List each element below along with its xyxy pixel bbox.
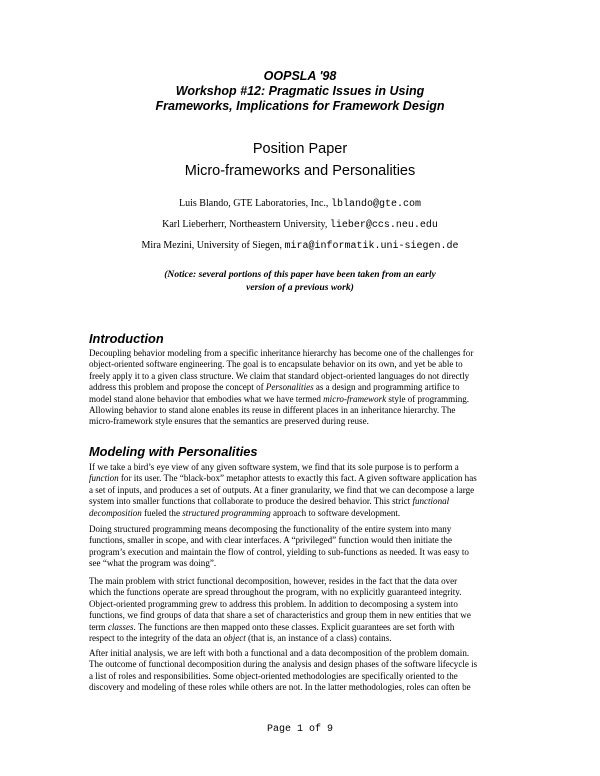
text-line: decomposition fueled the structured programming approach to software development.: [89, 507, 401, 518]
term-object: object: [223, 633, 246, 644]
page-number: Page 1 of 9: [266, 724, 333, 735]
text-line: which the functions operate are spread throughout the program, with no explicitly guaranteed integrity.: [89, 587, 462, 598]
author-name: Karl Lieberherr, Northeastern University,: [162, 219, 330, 230]
text-line: object-oriented software engineering. The goal is to encapsulate behavior on its own, and yet be able to: [89, 359, 463, 370]
text-line: After initial analysis, we are left with both a functional and a data decomposition of the problem domain.: [89, 648, 470, 658]
author-email[interactable]: lblando@gte.com: [330, 199, 421, 210]
section-heading-introduction: Introduction: [89, 331, 164, 346]
author-email[interactable]: lieber@ccs.neu.edu: [329, 220, 438, 231]
workshop-title-line-1: Workshop #12: Pragmatic Issues in Using: [175, 84, 425, 98]
modeling-paragraph-4: [89, 648, 513, 694]
text-line: see “what the program was doing”.: [89, 558, 217, 569]
author-name: Luis Blando, GTE Laboratories, Inc.,: [179, 198, 331, 209]
text-line: respect to the integrity of the data an object (that is, an instance of a class) contains.: [89, 633, 392, 644]
text-line: The outcome of functional decomposition during the analysis and design phases of the software lifecycle is: [89, 659, 478, 670]
text-line: system into smaller functions that collaborate to produce the desired behavior. This strict functional: [89, 496, 450, 507]
term-personalities: Personalities: [265, 382, 314, 393]
paper-kind: Position Paper: [252, 141, 348, 157]
text-line: model stand alone behavior that embodies what we have termed micro-framework style of programming.: [89, 393, 470, 404]
text-line: Allowing behavior to stand alone enables its reuse in different places in an inheritance hierarchy. The: [89, 405, 456, 416]
text-line: Decoupling behavior modeling from a specific inheritance hierarchy has become one of the challenges for: [89, 348, 474, 358]
text-line: If we take a bird’s eye view of any given software system, we find that its sole purpose is to perform a: [89, 462, 459, 472]
term-decomposition: decomposition: [89, 507, 142, 518]
author-line: [0, 218, 600, 232]
workshop-title-line-2: Frameworks, Implications for Framework Design: [155, 99, 445, 113]
text-line: discovery and modeling of these roles while others are not. In the latter methodologies, roles can often be: [89, 682, 471, 693]
text-line: Doing structured programming means decomposing the functionality of the entire system into many: [89, 524, 452, 534]
text-line: a set of inputs, and produces a set of outputs. At a finer granularity, we find that we can decompose a large: [89, 484, 475, 495]
modeling-paragraph-1: [89, 462, 513, 519]
text-line: term classes. The functions are then mapped onto these classes. Explicit guarantees are set forth with: [89, 621, 455, 632]
text-line: functions, we find groups of data that share a set of characteristics and group them in new entities that we: [89, 610, 471, 621]
text-line: micro-framework style ensures that the semantics are preserved during reuse.: [89, 416, 369, 427]
introduction-paragraph: [89, 348, 513, 428]
author-name: Mira Mezini, University of Siegen,: [141, 240, 285, 251]
section-heading-modeling: Modeling with Personalities: [89, 444, 258, 459]
term-function: function: [89, 473, 119, 484]
text-line: The main problem with strict functional decomposition, however, resides in the fact that the data over: [89, 576, 458, 586]
modeling-paragraph-2: [89, 524, 513, 570]
author-line: [0, 239, 600, 253]
conference-title: OOPSLA '98: [263, 69, 337, 83]
paper-title: Micro-frameworks and Personalities: [184, 163, 416, 179]
term-structured-programming: structured programming: [182, 507, 271, 518]
text-line: program’s execution and maintain the flow of control, yielding to sub-functions as needed. It was easy to: [89, 546, 469, 557]
notice-line-1: (Notice: several portions of this paper have been taken from an early: [164, 269, 436, 280]
text-line: Object-oriented programming grew to address this problem. In addition to decomposing a system into: [89, 598, 458, 609]
notice-line-2: version of a previous work): [246, 282, 354, 293]
text-line: freely apply it to a given class structure. We claim that standard object-oriented languages do not directly: [89, 370, 470, 381]
text-line: address this problem and propose the concept of Personalities as a design and programming artifice to: [89, 382, 460, 393]
term-classes: classes: [107, 621, 134, 632]
author-line: [0, 197, 600, 211]
text-line: function for its user. The “black-box” metaphor attests to exactly this fact. A given software application has: [89, 473, 477, 484]
modeling-paragraph-3: [89, 576, 513, 644]
text-line: a list of roles and responsibilities. Some object-oriented methodologies are specifically oriented to the: [89, 670, 458, 681]
term-micro-framework: micro-framework: [323, 393, 387, 404]
author-email[interactable]: mira@informatik.uni-siegen.de: [284, 241, 459, 252]
text-line: functions, smaller in scope, and with clear interfaces. A “privileged” function would then initiate the: [89, 535, 453, 546]
term-functional: functional: [412, 496, 450, 507]
